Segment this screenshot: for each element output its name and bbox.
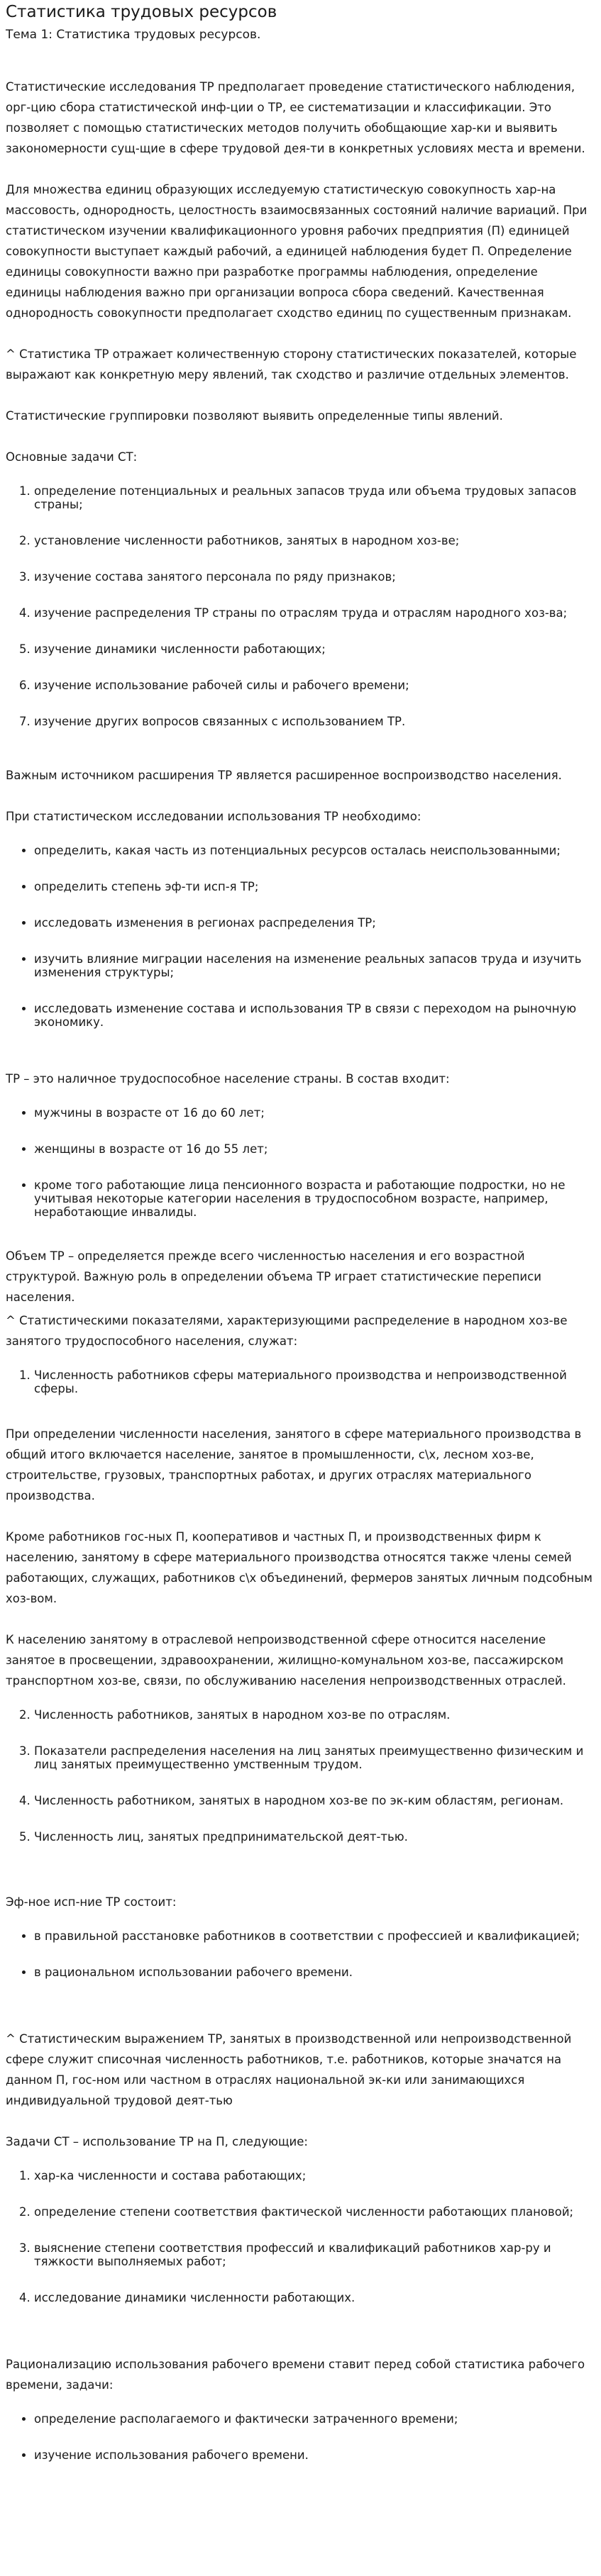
tasks2-list — [6, 2155, 594, 2304]
topic-subtitle: Тема 1: Статистика трудовых ресурсов. — [6, 28, 261, 42]
page-title: Статистика трудовых ресурсов — [6, 3, 277, 21]
list-item: • в рациональном использовании рабочего времени. — [34, 1951, 594, 1979]
composition-list — [6, 1092, 594, 1219]
list-item: • изучение использования рабочего времени. — [34, 2434, 594, 2462]
paragraph-quantitative: ^ Статистика ТР отражает количественную сторону статистических показателей, которые выражают как конкретную меру явлений, так сходство и различие отдельных элементов. — [6, 347, 577, 381]
list-item: 3. Показатели распределения населения на лиц занятых преимущественно физическим и лиц занятых преимущественно умственным трудом. — [34, 1730, 594, 1771]
list-item: 4. изучение распределения ТР страны по отраслям труда и отраслям народного хоз-ва; — [34, 592, 594, 620]
paragraph-volume: Объем ТР – определяется прежде всего численностью населения и его возрастной структурой. Важную роль в определении объема ТР играет статистические переписи населения. — [6, 1249, 541, 1304]
list-item: • исследовать изменения в регионах распределения ТР; — [34, 902, 594, 930]
paragraph-necessary-heading: При статистическом исследовании использования ТР необходимо: — [6, 810, 421, 823]
necessary-list — [6, 830, 594, 1029]
list-item: 1. Численность работников сферы материального производства и непроизводственной сферы. — [34, 1354, 594, 1395]
list-item: 6. изучение использование рабочей силы и рабочего времени; — [34, 664, 594, 692]
list-item: 2. определение степени соответствия фактической численности работающих плановой; — [34, 2191, 594, 2219]
paragraph-groupings: Статистические группировки позволяют выявить определенные типы явлений. — [6, 409, 503, 423]
list-item: 5. Численность лиц, занятых предпринимательской деят-тью. — [34, 1816, 594, 1844]
tasks-heading: Основные задачи СТ: — [6, 450, 138, 464]
paragraph-population: Для множества единиц образующих исследуемую статистическую совокупность хар-на массовость, однородность, целостность взаимосвязанных состояний наличие вариаций. При статистическом изучении квалификационного уровня рабочих предприятия (П) единицей совокупности выступает каждый рабочий, а единицей наблюдения будет П. Определение единицы совокупности важно при разработке программы наблюдения, определение единицы наблюдения важно при организации вопроса сбора сведений. Качественная однородность совокупности предполагает сходство единиц по существенным признакам. — [6, 183, 588, 320]
list-item: 2. Численность работников, занятых в народном хоз-ве по отраслям. — [34, 1694, 594, 1722]
paragraph-tr-definition: ТР – это наличное трудоспособное население страны. В состав входит: — [6, 1072, 450, 1086]
tasks-list — [6, 470, 594, 728]
paragraph-worktime-heading: Рационализацию использования рабочего времени ставит перед собой статистика рабочего времени, задачи: — [6, 2358, 585, 2392]
list-item: 3. выяснение степени соответствия профессий и квалификаций работников хар-ру и тяжкости выполняемых работ; — [34, 2227, 594, 2268]
paragraph-indicators-heading: ^ Статистическими показателями, характеризующими распределение в народном хоз-ве занятого трудоспособного населения, служат: — [6, 1314, 568, 1348]
list-item: 3. изучение состава занятого персонала по ряду признаков; — [34, 556, 594, 584]
effective-list — [6, 1915, 594, 1979]
indicators-list-1 — [6, 1354, 594, 1395]
paragraph-other-workers: Кроме работников гос-ных П, кооперативов и частных П, и производственных фирм к населению, занятому в сфере материального производства относятся также члены семей работающих, служащих, работников с\х объединений, фермеров занятых личным подсобным хоз-вом. — [6, 1530, 592, 1605]
list-item: • исследовать изменение состава и использования ТР в связи с переходом на рыночную экономику. — [34, 988, 594, 1029]
list-item: • определить, какая часть из потенциальных ресурсов осталась неиспользованными; — [34, 830, 594, 857]
paragraph-effective-heading: Эф-ное исп-ние ТР состоит: — [6, 1895, 177, 1909]
list-item: 1. хар-ка численности и состава работающих; — [34, 2155, 594, 2182]
list-item: 4. Численность работником, занятых в народном хоз-ве по эк-ким областям, регионам. — [34, 1780, 594, 1807]
paragraph-intro: Статистические исследования ТР предполагает проведение статистического наблюдения, орг-цию сбора статистической инф-ции о ТР, ее систематизации и классификации. Это позволяет с помощью статистических методов получить обобщающие хар-ки и выявить закономерности сущ-щие в сфере трудовой дея-ти в конкретных условиях места и времени. — [6, 80, 585, 155]
list-item: • женщины в возрасте от 16 до 55 лет; — [34, 1128, 594, 1156]
paragraph-list-count: ^ Статистическим выражением ТР, занятых в производственной или непроизводственной сфере служит списочная численность работников, т.е. работников, которые значатся на данном П, гос-ном или частном в отраслях национальной эк-ки или занимающихся индивидуальной трудовой деят-тью — [6, 2032, 572, 2107]
list-item: • кроме того работающие лица пенсионного возраста и работающие подростки, но не учитывая некоторые категории населения в трудоспособном возрасте, например, неработающие инвалиды. — [34, 1164, 594, 1219]
paragraph-nonproduction: К населению занятому в отраслевой непроизводственной сфере относится население занятое в просвещении, здравоохранении, жилищно-комунальном хоз-ве, пассажирском транспортном хоз-ве, связи, по обслуживанию населения непроизводственных отраслей. — [6, 1633, 566, 1688]
list-item: 5. изучение динамики численности работающих; — [34, 628, 594, 656]
list-item: 2. установление численности работников, занятых в народном хоз-ве; — [34, 520, 594, 547]
indicators-list-2 — [6, 1694, 594, 1844]
list-item: 1. определение потенциальных и реальных запасов труда или объема трудовых запасов страны; — [34, 470, 594, 511]
paragraph-tasks2-heading: Задачи СТ – использование ТР на П, следующие: — [6, 2135, 308, 2148]
worktime-list — [6, 2398, 594, 2462]
list-item: • мужчины в возрасте от 16 до 60 лет; — [34, 1092, 594, 1120]
list-item: • изучить влияние миграции населения на изменение реальных запасов труда и изучить изменения структуры; — [34, 938, 594, 979]
paragraph-reproduction: Важным источником расширения ТР является расширенное воспроизводство населения. — [6, 769, 562, 782]
list-item: • в правильной расстановке работников в соответствии с профессией и квалификацией; — [34, 1915, 594, 1943]
list-item: • определение располагаемого и фактически затраченного времени; — [34, 2398, 594, 2426]
paragraph-material-production: При определении численности населения, занятого в сфере материального производства в общий итого включается население, занятое в промышленности, с\х, лесном хоз-ве, строительстве, грузовых, транспортных работах, и других отраслях материального производства. — [6, 1427, 582, 1502]
list-item: 7. изучение других вопросов связанных с использованием ТР. — [34, 701, 594, 728]
list-item: 4. исследование динамики численности работающих. — [34, 2277, 594, 2304]
list-item: • определить степень эф-ти исп-я ТР; — [34, 866, 594, 893]
